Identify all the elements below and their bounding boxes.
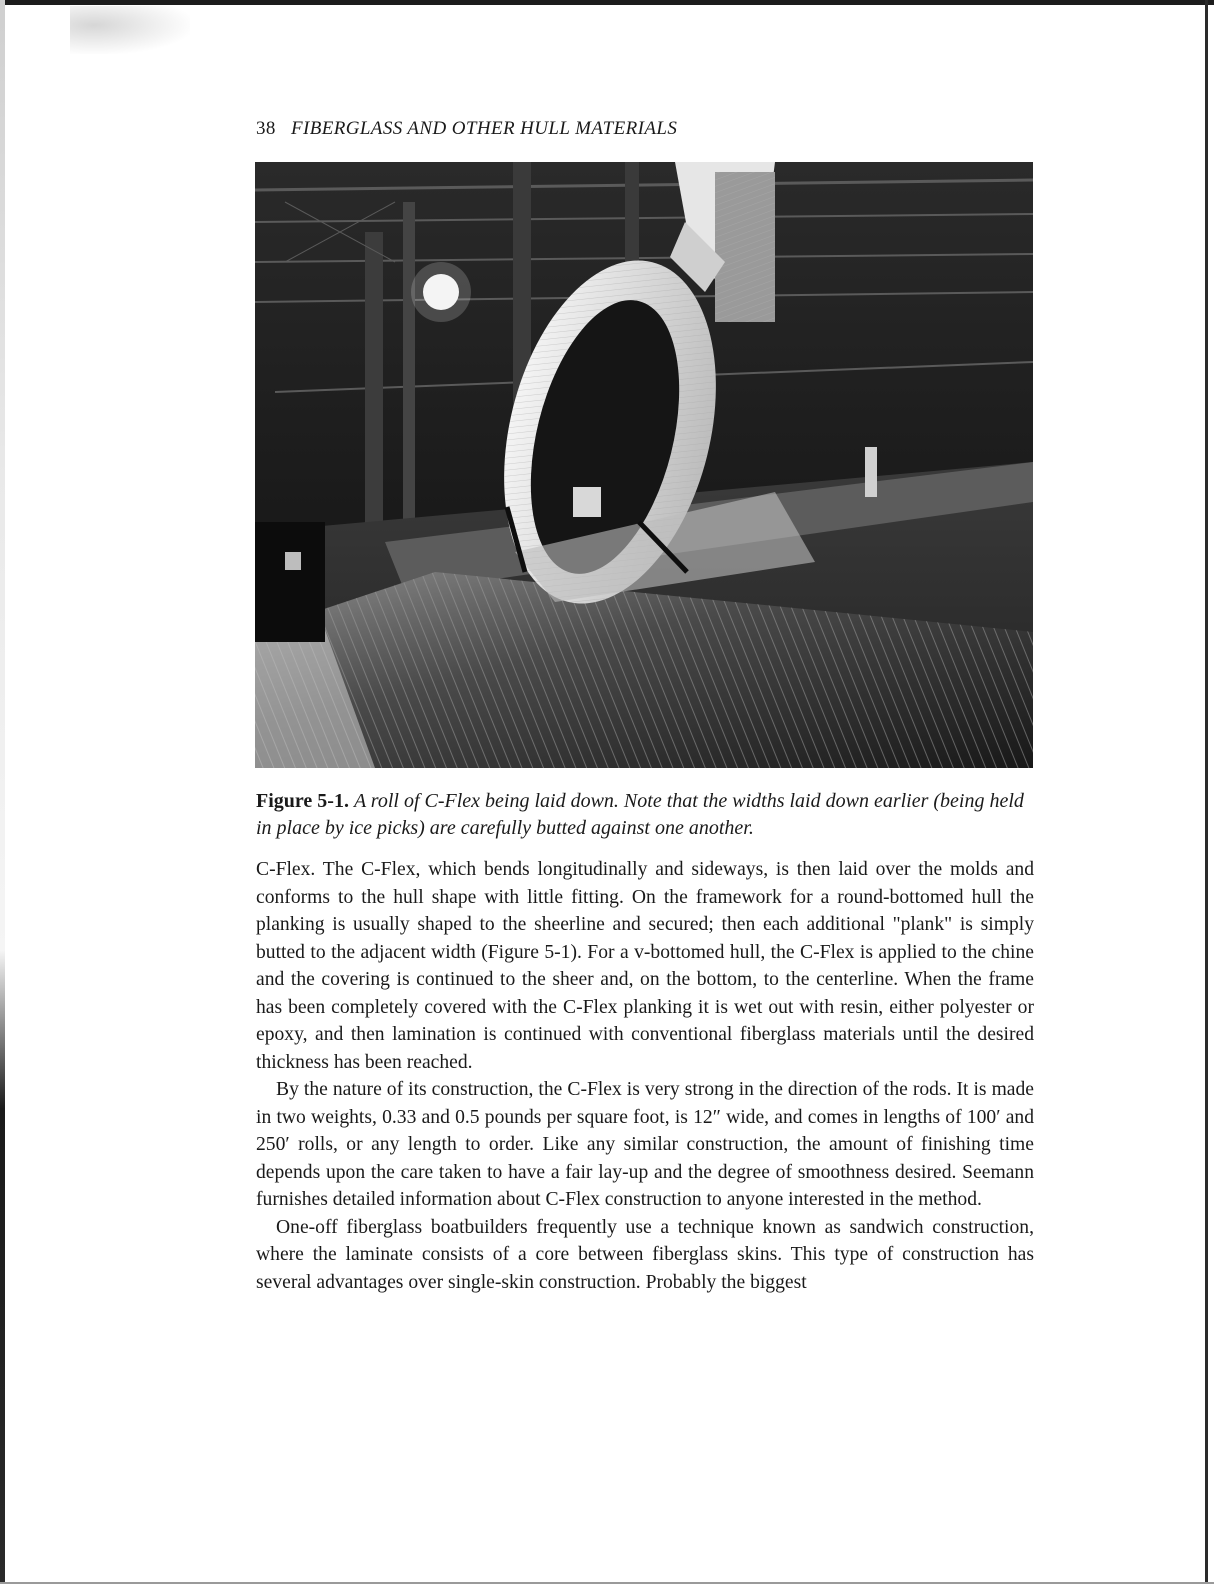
page-number: 38 [256, 118, 276, 139]
paragraph: One-off fiberglass boatbuilders frequently use a technique known as sandwich construction, where the laminate consists of a core between fiberglass skins. This type of construction has several advantages over single-skin construction. Probably the biggest [256, 1216, 1034, 1293]
right-post [865, 447, 877, 497]
page-right-edge [1205, 0, 1208, 1584]
figure-label: Figure 5-1. [256, 790, 349, 812]
paragraph: C-Flex. The C-Flex, which bends longitudinally and sideways, is then laid over the molds and conforms to the hull shape with little fitting. On the framework for a round-bottomed hull the planking is usually shaped to the sheerline and secured; then each additional "plank" is simply butted to the adjacent width (Figure 5-1). For a v-bottomed hull, the C-Flex is applied to the chine and the covering is continued to the sheer and, on the bottom, to the centerline. When the frame has been completely covered with the C-Flex planking it is wet out with resin, either polyester or epoxy, and then lamination is continued with conventional fiberglass materials until the desired thickness has been reached. [256, 859, 1034, 1073]
paragraph: By the nature of its construction, the C-Flex is very strong in the direction of the rods. It is made in two weights, 0.33 and 0.5 pounds per square foot, is 12″ wide, and comes in lengths of 100′ and 250′ rolls, or any length to order. Like any similar construction, the amount of finishing time depends upon the care taken to have a fair lay-up and the degree of smoothness desired. Seemann furnishes detailed information about C-Flex construction to anyone interested in the method. [256, 1079, 1034, 1210]
chapter-title: FIBERGLASS AND OTHER HULL MATERIALS [290, 118, 678, 139]
figure-photo [255, 162, 1033, 768]
page-top-edge [0, 0, 1214, 5]
figure-caption [256, 788, 1034, 842]
work-lamp [411, 262, 471, 322]
left-shadow-figure [255, 522, 325, 642]
figure-caption-text: A roll of C-Flex being laid down. Note that the widths laid down earlier (being held in place by ice picks) are carefully butted against one another. [256, 790, 1024, 839]
scan-smudge [70, 6, 190, 54]
running-head [256, 118, 677, 140]
page-left-edge [0, 0, 5, 1584]
body-text [256, 856, 1034, 1296]
